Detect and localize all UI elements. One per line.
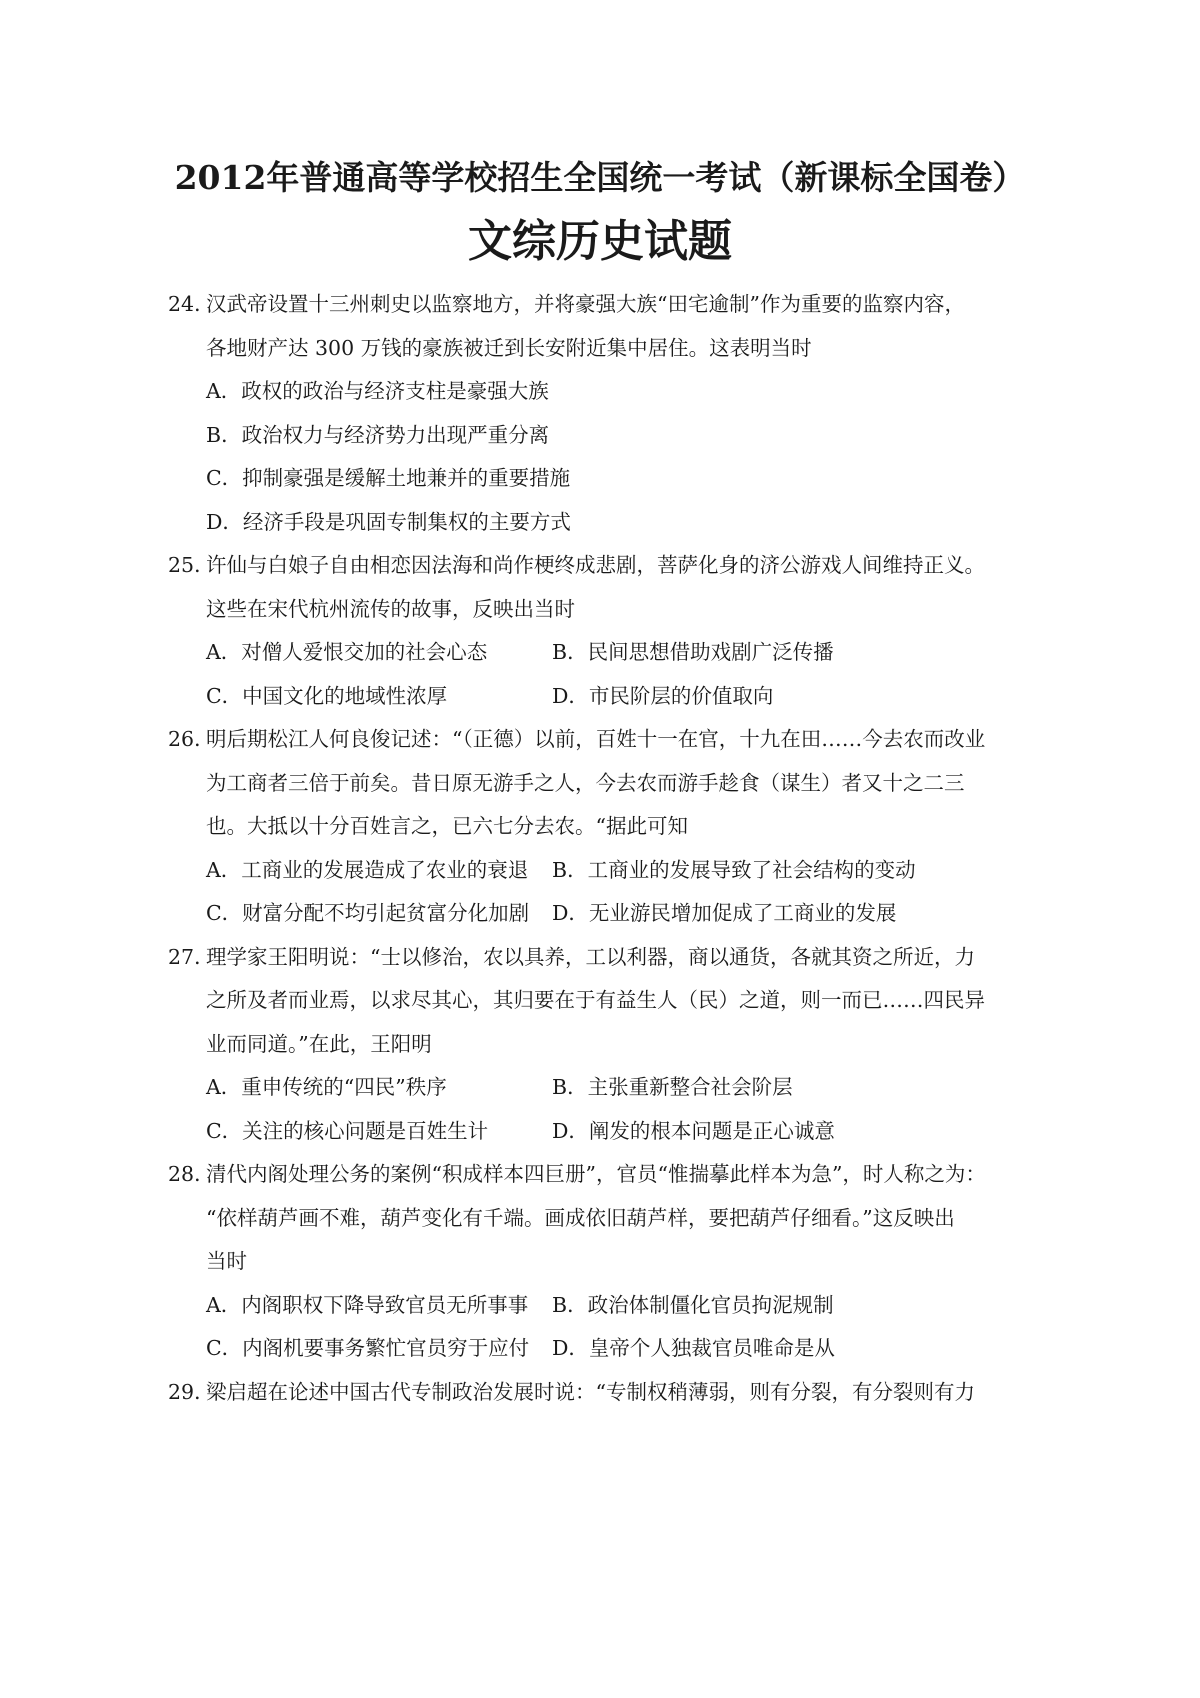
question-stem-line: 清代内阁处理公务的案例“积成样本四巨册”，官员“惟揣摹此样本为急”，时人称之为： (206, 1162, 986, 1186)
question-stem-line: “依样葫芦画不难，葫芦变化有千端。画成依旧葫芦样，要把葫芦仔细看。”这反映出 (206, 1206, 955, 1230)
option-d: D．无业游民增加促成了工商业的发展 (552, 901, 897, 925)
option-d: D．阐发的根本问题是正心诚意 (552, 1119, 835, 1143)
question-stem-line: 许仙与白娘子自由相恋因法海和尚作梗终成悲剧，菩萨化身的济公游戏人间维持正义。 (206, 553, 985, 577)
option-c: C．内阁机要事务繁忙官员穷于应付 (206, 1336, 530, 1360)
option-d: D．市民阶层的价值取向 (552, 684, 774, 708)
option-b: B．主张重新整合社会阶层 (552, 1075, 793, 1099)
question-number: 25． (168, 553, 215, 577)
question-stem-line: 这些在宋代杭州流传的故事，反映出当时 (206, 597, 575, 621)
question-stem-line: 业而同道。”在此，王阳明 (206, 1032, 432, 1056)
question-number: 28． (168, 1162, 215, 1186)
exam-title: 2012年普通高等学校招生全国统一考试（新课标全国卷） (174, 158, 1026, 197)
question-number: 29． (168, 1380, 215, 1404)
question-number: 27． (168, 945, 215, 969)
option-d: D．皇帝个人独裁官员唯命是从 (552, 1336, 835, 1360)
option-c: C．关注的核心问题是百姓生计 (206, 1119, 489, 1143)
question-stem-line: 理学家王阳明说：“士以修治，农以具养，工以利器，商以通货，各就其资之所近，力 (206, 945, 975, 969)
option-a: A．工商业的发展造成了农业的衰退 (206, 858, 529, 882)
option-d: D．经济手段是巩固专制集权的主要方式 (206, 510, 571, 534)
option-a: A．政权的政治与经济支柱是豪强大族 (206, 379, 549, 403)
question-stem-line: 梁启超在论述中国古代专制政治发展时说：“专制权稍薄弱，则有分裂，有分裂则有力 (206, 1380, 975, 1404)
question-number: 24． (168, 292, 215, 316)
question-stem-line: 各地财产达 300 万钱的豪族被迁到长安附近集中居住。这表明当时 (206, 336, 812, 360)
question-stem-line: 也。大抵以十分百姓言之，已六七分去农。“据此可知 (206, 814, 688, 838)
option-a: A．对僧人爱恨交加的社会心态 (206, 640, 488, 664)
option-b: B．民间思想借助戏剧广泛传播 (552, 640, 834, 664)
option-a: A．重申传统的“四民”秩序 (206, 1075, 447, 1099)
question-stem-line: 之所及者而业焉，以求尽其心，其归要在于有益生人（民）之道，则一而已……四民异 (206, 988, 985, 1012)
option-b: B．政治体制僵化官员拘泥规制 (552, 1293, 834, 1317)
option-c: C．中国文化的地域性浓厚 (206, 684, 448, 708)
option-b: B．政治权力与经济势力出现严重分离 (206, 423, 550, 447)
question-stem-line: 为工商者三倍于前矣。昔日原无游手之人，今去农而游手趁食（谋生）者又十之二三 (206, 771, 965, 795)
subject-title: 文综历史试题 (468, 216, 732, 267)
option-c: C．财富分配不均引起贫富分化加剧 (206, 901, 530, 925)
option-b: B．工商业的发展导致了社会结构的变动 (552, 858, 916, 882)
option-a: A．内阁职权下降导致官员无所事事 (206, 1293, 529, 1317)
question-stem-line: 明后期松江人何良俊记述：“（正德）以前，百姓十一在官，十九在田……今去农而改业 (206, 727, 986, 751)
option-c: C．抑制豪强是缓解土地兼并的重要措施 (206, 466, 571, 490)
question-stem-line: 当时 (206, 1249, 247, 1273)
question-stem-line: 汉武帝设置十三州刺史以监察地方，并将豪强大族“田宅逾制”作为重要的监察内容， (206, 292, 965, 316)
question-number: 26． (168, 727, 215, 751)
